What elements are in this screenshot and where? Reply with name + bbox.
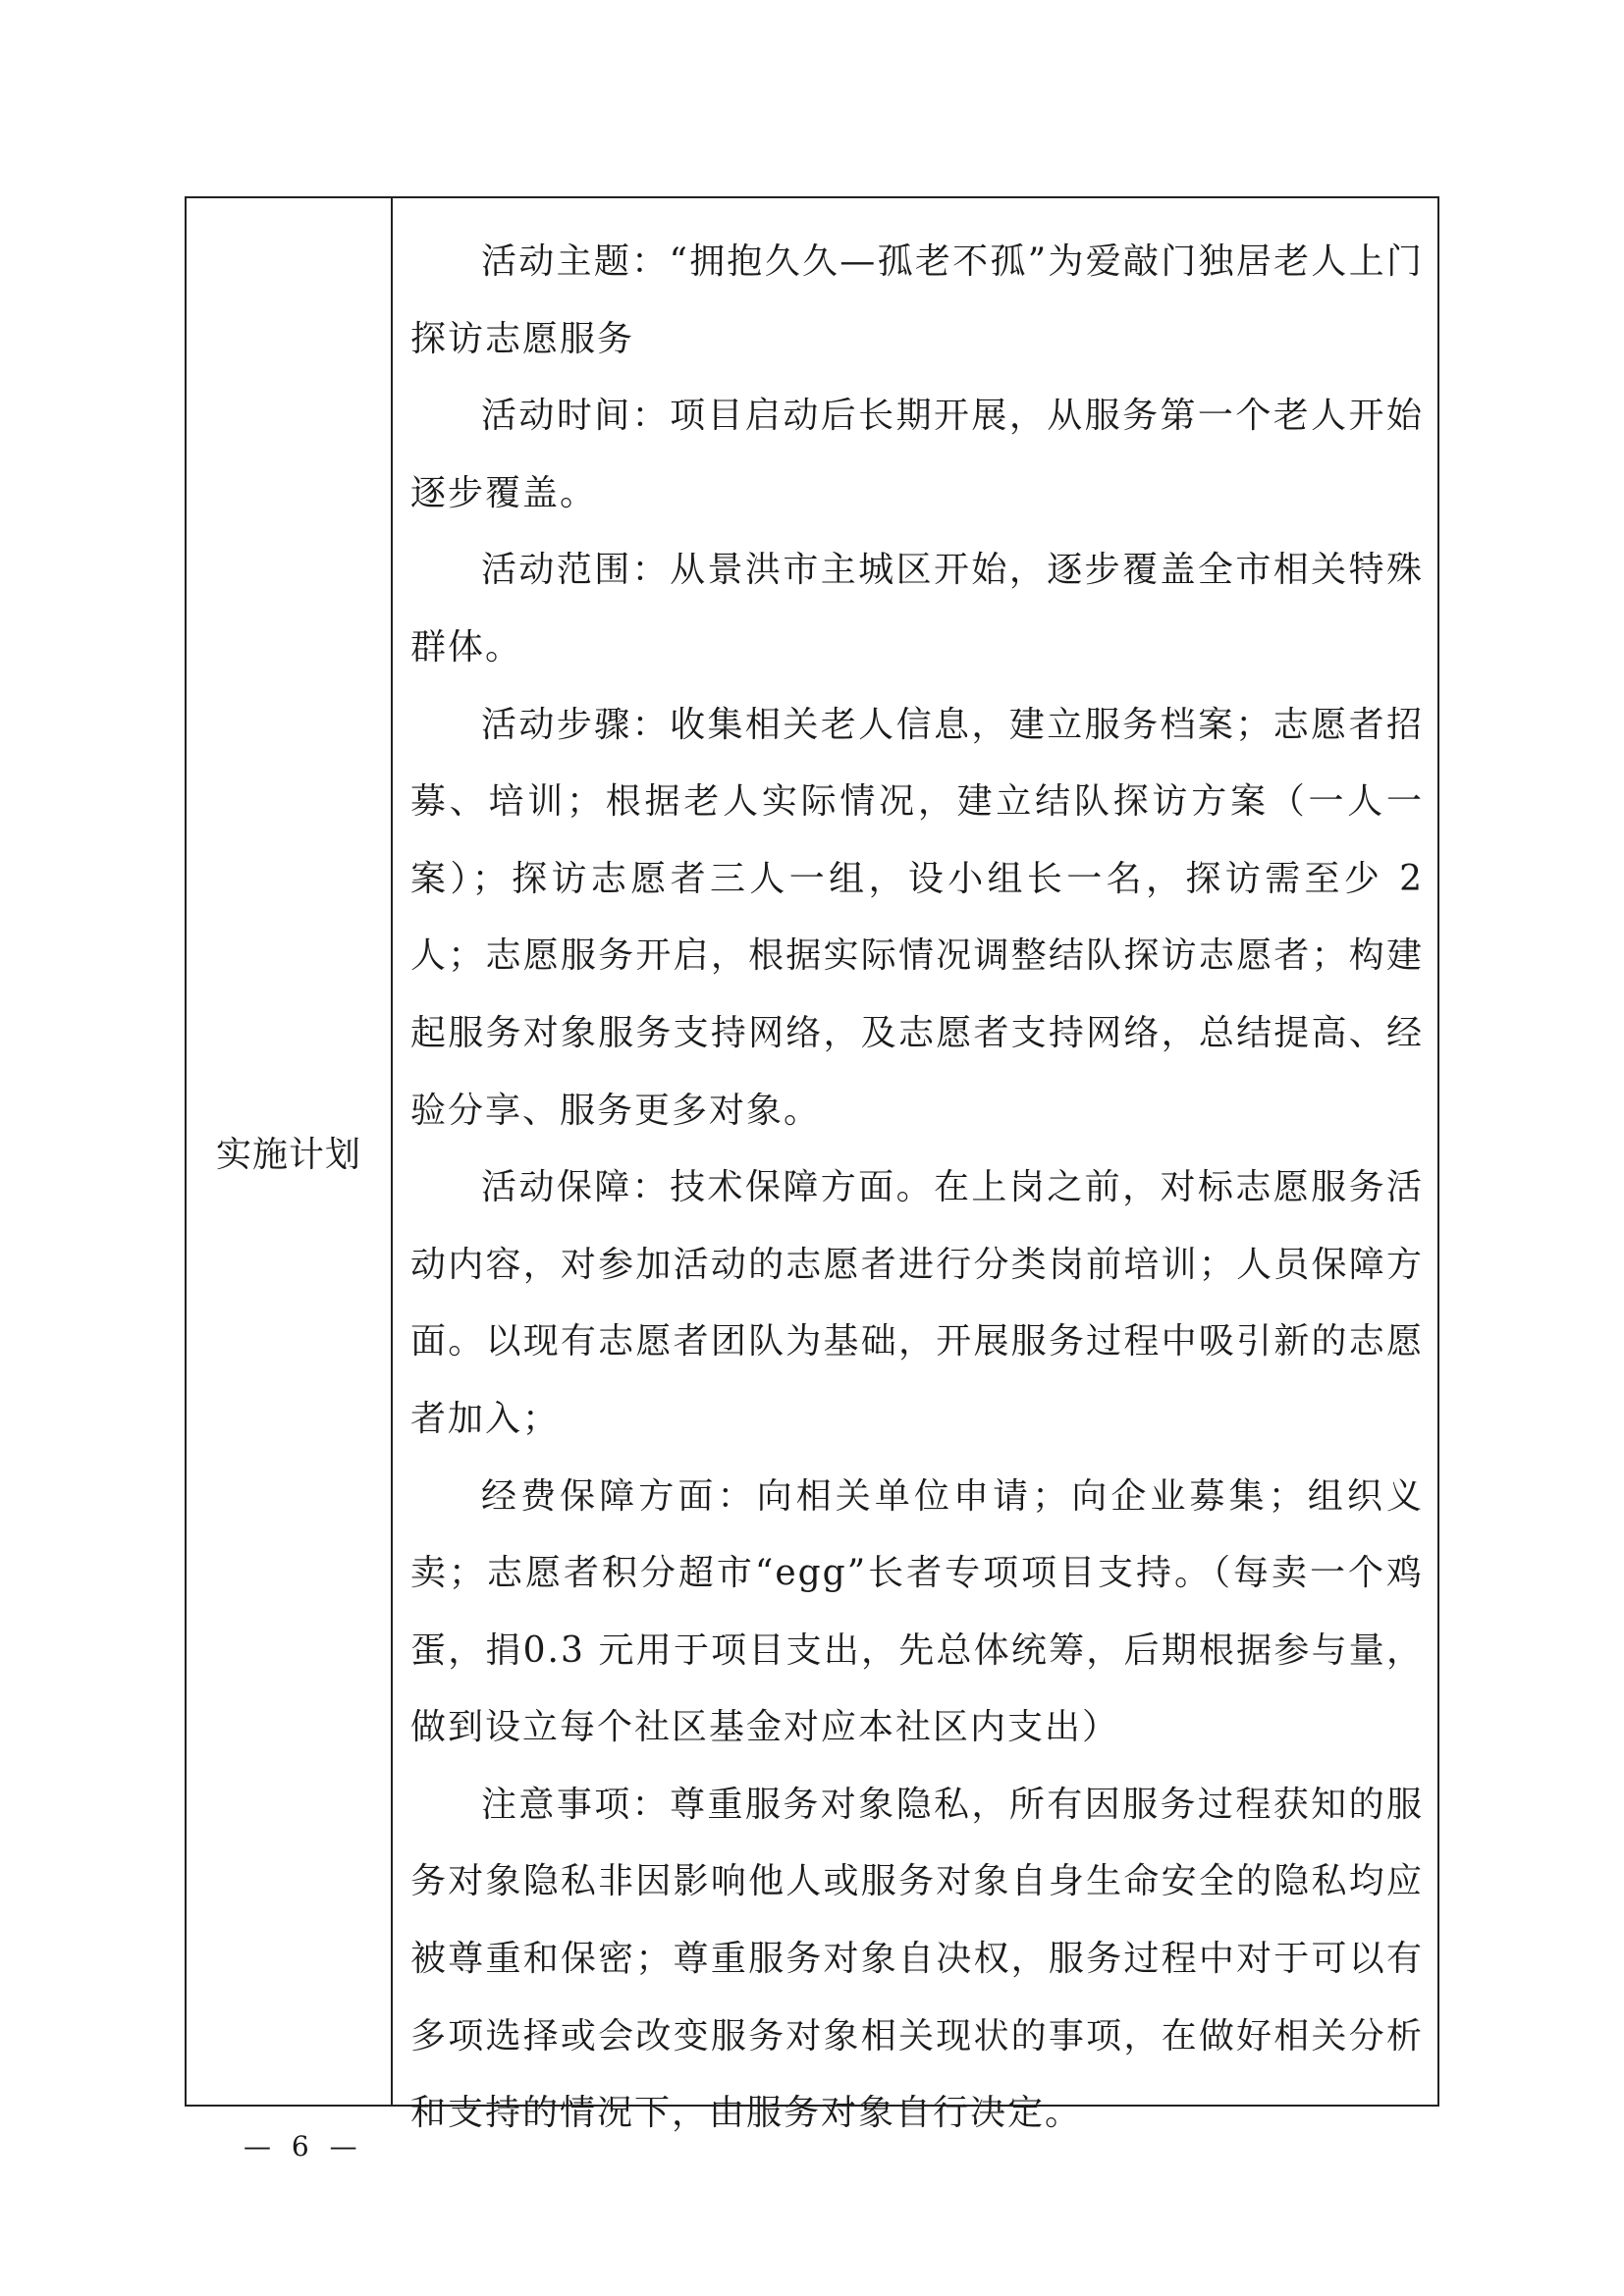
page-number: — 6 — [244,2130,363,2163]
row-label-cell [187,198,393,2105]
paragraph-notes: 注意事项：尊重服务对象隐私，所有因服务过程获知的服务对象隐私非因影响他人或服务对象自身生命安全的隐私均应被尊重和保密；尊重服务对象自决权，服务过程中对于可以有多项选择或会改变服务对象相关现状的事项，在做好相关分析和支持的情况下，由服务对象自行决定。 [410,1784,1424,2134]
paragraph-steps: 活动步骤：收集相关老人信息，建立服务档案；志愿者招募、培训；根据老人实际情况，建立结队探访方案（一人一案）；探访志愿者三人一组，设小组长一名，探访需至少 2 人；志愿服务开启，根据实际情况调整结队探访志愿者；构建起服务对象服务支持网络，及志愿者支持网络，总结提高、经验分享、服务更多对象。 [410,704,1424,1131]
paragraph-theme: 活动主题：“拥抱久久—孤老不孤”为爱敲门独居老人上门探访志愿服务 [410,241,1424,359]
paragraph-scope: 活动范围：从景洪市主城区开始，逐步覆盖全市相关特殊群体。 [410,550,1424,667]
paragraph-time: 活动时间：项目启动后长期开展，从服务第一个老人开始逐步覆盖。 [410,396,1424,513]
paragraph-support: 活动保障：技术保障方面。在上岗之前，对标志愿服务活动内容，对参加活动的志愿者进行分类岗前培训；人员保障方面。以现有志愿者团队为基础，开展服务过程中吸引新的志愿者加入； [410,1167,1424,1439]
row-label: 实施计划 [215,1134,361,1175]
paragraph-funding: 经费保障方面：向相关单位申请；向企业募集；组织义卖；志愿者积分超市“egg”长者专项项目支持。（每卖一个鸡蛋，捐0.3 元用于项目支出，先总体统筹，后期根据参与量，做到设立每个社区基金对应本社区内支出） [410,1475,1424,1748]
content-cell [393,198,1437,2134]
plan-table [185,196,1439,2134]
